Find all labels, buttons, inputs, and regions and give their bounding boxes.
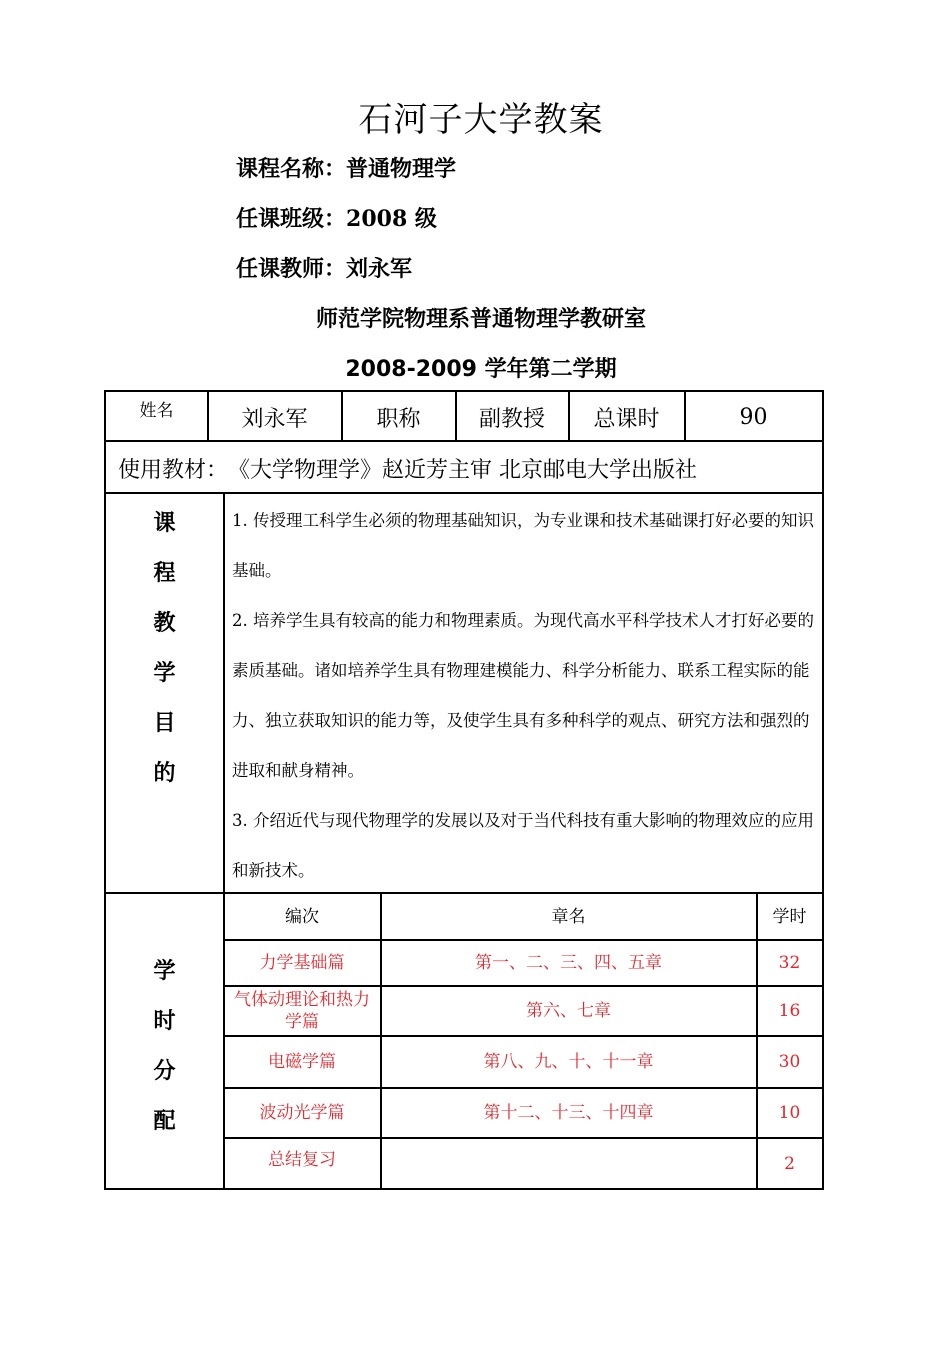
page-title: 石河子大学教案 (358, 100, 604, 140)
course-name-value: 普通物理学 (346, 157, 457, 182)
table-row-hours: 32 (778, 952, 801, 973)
info-row (104, 390, 824, 442)
textbook-row (104, 440, 824, 494)
class-value: 2008 级 (346, 206, 437, 232)
table-row-chapters: 第八、九、十、十一章 (483, 1051, 654, 1072)
name-value: 刘永军 (241, 406, 308, 432)
hours-label (106, 894, 223, 1190)
hours-label-char: 学 (153, 959, 176, 984)
table-row-part: 电磁学篇 (268, 1051, 336, 1072)
teacher-value: 刘永军 (346, 257, 413, 282)
objectives-row (104, 492, 824, 894)
table-row-hours: 16 (778, 1000, 801, 1021)
hours-label-char: 分 (153, 1059, 176, 1084)
title-value: 副教授 (478, 406, 545, 432)
table-row-hours: 2 (784, 1154, 795, 1174)
class-label: 任课班级： (236, 207, 347, 232)
hours-allocation-row (104, 892, 824, 1190)
course-name-label: 课程名称： (236, 157, 347, 182)
objectives-label-char: 学 (153, 661, 176, 686)
objectives-text (232, 496, 824, 896)
objectives-label (106, 494, 223, 894)
table-row-hours: 10 (778, 1102, 801, 1123)
objective-paragraph: 2. 培养学生具有较高的能力和物理素质。为现代高水平科学技术人才打好必要的素质基础。诸如培养学生具有物理建模能力、科学分析能力、联系工程实际的能力、独立获取知识的能力等，及使学生具有多种科学的观点、研究方法和强烈的进取和献身精神。 (232, 611, 814, 780)
objectives-label-char: 目 (153, 711, 176, 736)
column-header-part: 编次 (285, 906, 319, 927)
table-row-part: 总结复习 (268, 1150, 336, 1170)
class-line (236, 202, 437, 233)
objective-paragraph: 1. 传授理工科学生必须的物理基础知识，为专业课和技术基础课打好必要的知识基础。 (232, 511, 814, 580)
column-header-hours: 学时 (772, 906, 807, 927)
table-row-hours: 30 (778, 1051, 801, 1072)
course-name-line (236, 152, 456, 183)
hours-label-char: 配 (153, 1109, 176, 1134)
semester-line: 2008-2009 学年第二学期 (345, 357, 617, 382)
teacher-label: 任课教师： (236, 257, 347, 282)
table-row-part: 波动光学篇 (259, 1102, 345, 1123)
total-hours-value: 90 (739, 404, 768, 430)
teacher-line (236, 252, 412, 283)
objectives-label-char: 的 (153, 761, 176, 786)
objectives-label-char: 程 (153, 561, 176, 586)
column-header-chapters: 章名 (551, 906, 586, 927)
table-row-chapters: 第十二、十三、十四章 (483, 1102, 654, 1123)
table-row-chapters: 第一、二、三、四、五章 (475, 952, 662, 973)
textbook-text: 使用教材： 《大学物理学》赵近芳主审 北京邮电大学出版社 (118, 457, 697, 483)
objectives-label-char: 教 (153, 611, 176, 636)
table-row-part: 气体动理论和热力学篇 (234, 989, 370, 1032)
objectives-label-char: 课 (153, 511, 176, 536)
name-label: 姓名 (139, 401, 174, 421)
table-row-chapters: 第六、七章 (526, 1000, 611, 1021)
hours-label-char: 时 (153, 1009, 176, 1034)
table-row-chapters (381, 1138, 756, 1190)
title-label: 职称 (376, 406, 421, 432)
table-row-part: 力学基础篇 (259, 952, 345, 973)
total-hours-label: 总课时 (593, 406, 660, 432)
department-line: 师范学院物理系普通物理学教研室 (315, 307, 646, 332)
objective-paragraph: 3. 介绍近代与现代物理学的发展以及对于当代科技有重大影响的物理效应的应用和新技术。 (232, 811, 814, 880)
